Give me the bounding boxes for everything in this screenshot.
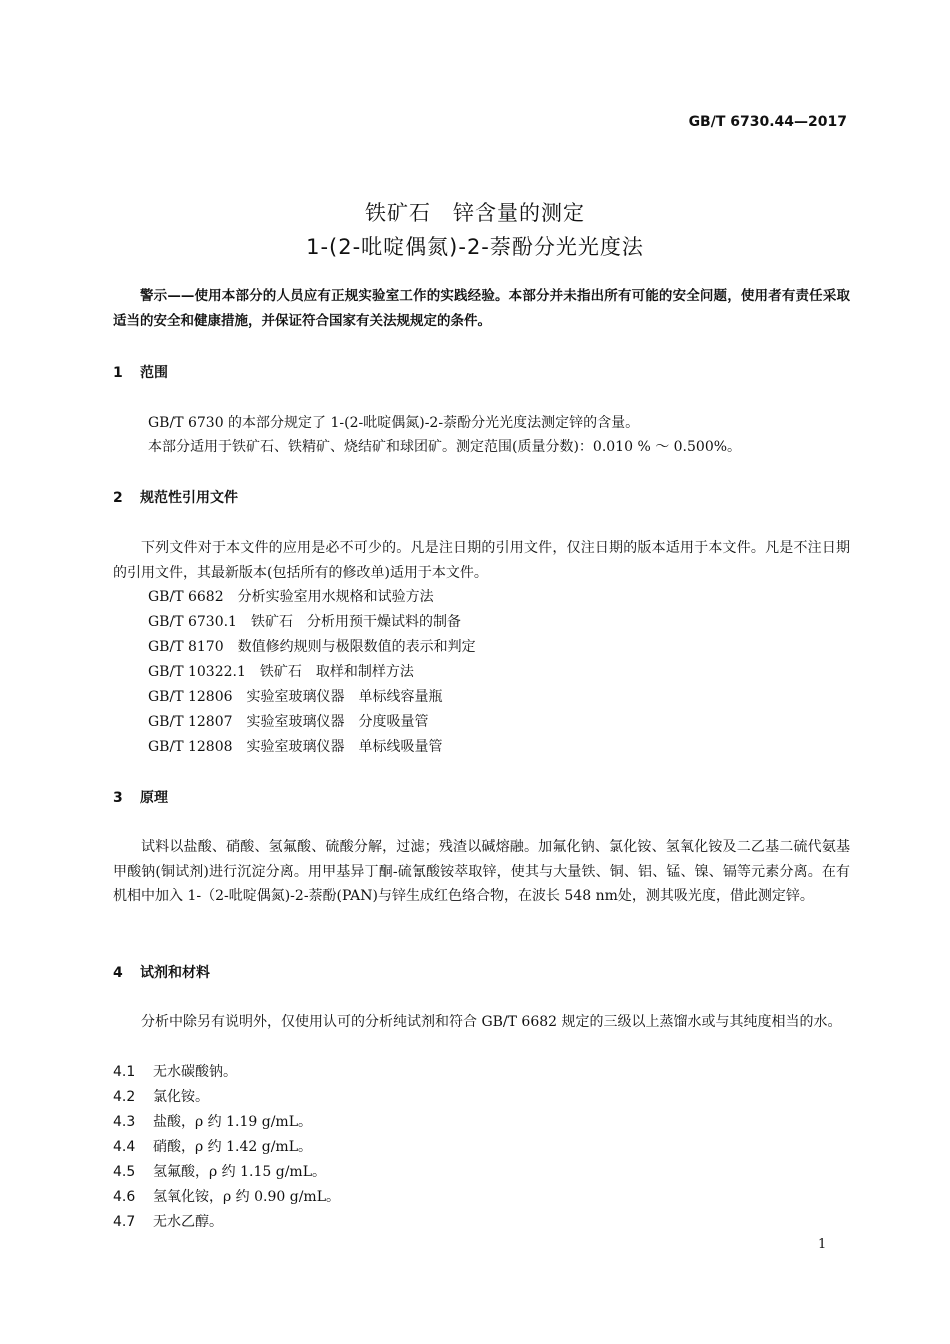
reagent-item — [113, 1086, 209, 1106]
section-number: 4 — [113, 965, 123, 981]
standard-number: GB/T 6730.44—2017 — [688, 114, 847, 130]
section-heading-scope — [113, 362, 168, 382]
reagent-item — [113, 1186, 340, 1206]
section-title: 试剂和材料 — [140, 965, 210, 981]
reagent-number: 4.2 — [113, 1089, 136, 1105]
reagent-text: 硝酸，ρ 约 1.42 g/mL。 — [153, 1139, 313, 1155]
reference-code: GB/T 8170 — [148, 639, 224, 655]
reference-item — [148, 711, 429, 731]
reference-title: 分析实验室用水规格和试验方法 — [237, 589, 434, 605]
reagent-item — [113, 1211, 223, 1231]
reference-title: 数值修约规则与极限数值的表示和判定 — [237, 639, 476, 655]
reference-title: 实验室玻璃仪器 单标线吸量管 — [246, 739, 443, 755]
section-heading-normative-references — [113, 487, 238, 507]
page-number: 1 — [818, 1237, 827, 1252]
section-title: 范围 — [140, 365, 168, 381]
reference-code: GB/T 12808 — [148, 739, 233, 755]
section-heading-principle — [113, 787, 168, 807]
scope-paragraph-2: 本部分适用于铁矿石、铁精矿、烧结矿和球团矿。测定范围(质量分数)：0.010 % ～ 0.500%。 — [148, 439, 742, 455]
reagent-item — [113, 1111, 312, 1131]
scope-paragraph-1: GB/T 6730 的本部分规定了 1-(2-吡啶偶氮)-2-萘酚分光光度法测定锌的含量。 — [148, 415, 640, 431]
reagent-number: 4.1 — [113, 1064, 136, 1080]
reagent-number: 4.5 — [113, 1164, 136, 1180]
section-number: 2 — [113, 490, 123, 506]
reagent-number: 4.3 — [113, 1114, 136, 1130]
reference-code: GB/T 6682 — [148, 589, 224, 605]
reagents-intro-paragraph: 分析中除另有说明外，仅使用认可的分析纯试剂和符合 GB/T 6682 规定的三级以上蒸馏水或与其纯度相当的水。 — [141, 1014, 842, 1030]
reference-code: GB/T 12806 — [148, 689, 233, 705]
section-number: 1 — [113, 365, 123, 381]
reference-item — [148, 636, 476, 656]
reference-title: 铁矿石 取样和制样方法 — [259, 664, 414, 680]
reference-item — [148, 736, 443, 756]
section-heading-reagents — [113, 962, 210, 982]
document-title: 铁矿石 锌含量的测定 — [365, 201, 585, 225]
reference-item — [148, 586, 434, 606]
reagent-item — [113, 1061, 237, 1081]
principle-paragraph: 试料以盐酸、硝酸、氢氟酸、硫酸分解，过滤；残渣以碱熔融。加氟化钠、氯化铵、氢氧化铵及二乙基二硫代氨基甲酸钠(铜试剂)进行沉淀分离。用甲基异丁酮-硫氰酸铵萃取锌，使其与大量铁、铜、铝、锰、镍、镉等元素分离。在有机相中加入 1-（2-吡啶偶氮)-2-萘酚(PAN)与锌生成红色络合物，在波长 548 nm处，测其吸光度，借此测定锌。 — [113, 839, 850, 904]
reference-item — [148, 611, 461, 631]
warning-paragraph: 警示——使用本部分的人员应有正规实验室工作的实践经验。本部分并未指出所有可能的安全问题，使用者有责任采取适当的安全和健康措施，并保证符合国家有关法规规定的条件。 — [113, 288, 850, 329]
reagent-number: 4.7 — [113, 1214, 136, 1230]
section-title: 规范性引用文件 — [140, 490, 238, 506]
reference-code: GB/T 6730.1 — [148, 614, 237, 630]
reference-title: 实验室玻璃仪器 分度吸量管 — [246, 714, 429, 730]
document-subtitle: 1-(2-吡啶偶氮)-2-萘酚分光光度法 — [306, 235, 644, 259]
reagent-item — [113, 1161, 326, 1181]
references-intro-paragraph: 下列文件对于本文件的应用是必不可少的。凡是注日期的引用文件，仅注日期的版本适用于本文件。凡是不注日期的引用文件，其最新版本(包括所有的修改单)适用于本文件。 — [113, 540, 850, 581]
reagent-number: 4.4 — [113, 1139, 136, 1155]
reference-title: 铁矿石 分析用预干燥试料的制备 — [250, 614, 461, 630]
section-number: 3 — [113, 790, 123, 806]
reagent-number: 4.6 — [113, 1189, 136, 1205]
section-title: 原理 — [140, 790, 168, 806]
reagent-text: 无水乙醇。 — [153, 1214, 223, 1230]
reference-item — [148, 686, 443, 706]
reagent-text: 无水碳酸钠。 — [153, 1064, 237, 1080]
reference-title: 实验室玻璃仪器 单标线容量瓶 — [246, 689, 443, 705]
reagent-text: 氢氧化铵，ρ 约 0.90 g/mL。 — [153, 1189, 341, 1205]
reagent-text: 氯化铵。 — [153, 1089, 209, 1105]
reagent-item — [113, 1136, 312, 1156]
reference-item — [148, 661, 414, 681]
reagent-text: 盐酸，ρ 约 1.19 g/mL。 — [153, 1114, 313, 1130]
reference-code: GB/T 10322.1 — [148, 664, 246, 680]
reagent-text: 氢氟酸，ρ 约 1.15 g/mL。 — [153, 1164, 327, 1180]
reference-code: GB/T 12807 — [148, 714, 233, 730]
